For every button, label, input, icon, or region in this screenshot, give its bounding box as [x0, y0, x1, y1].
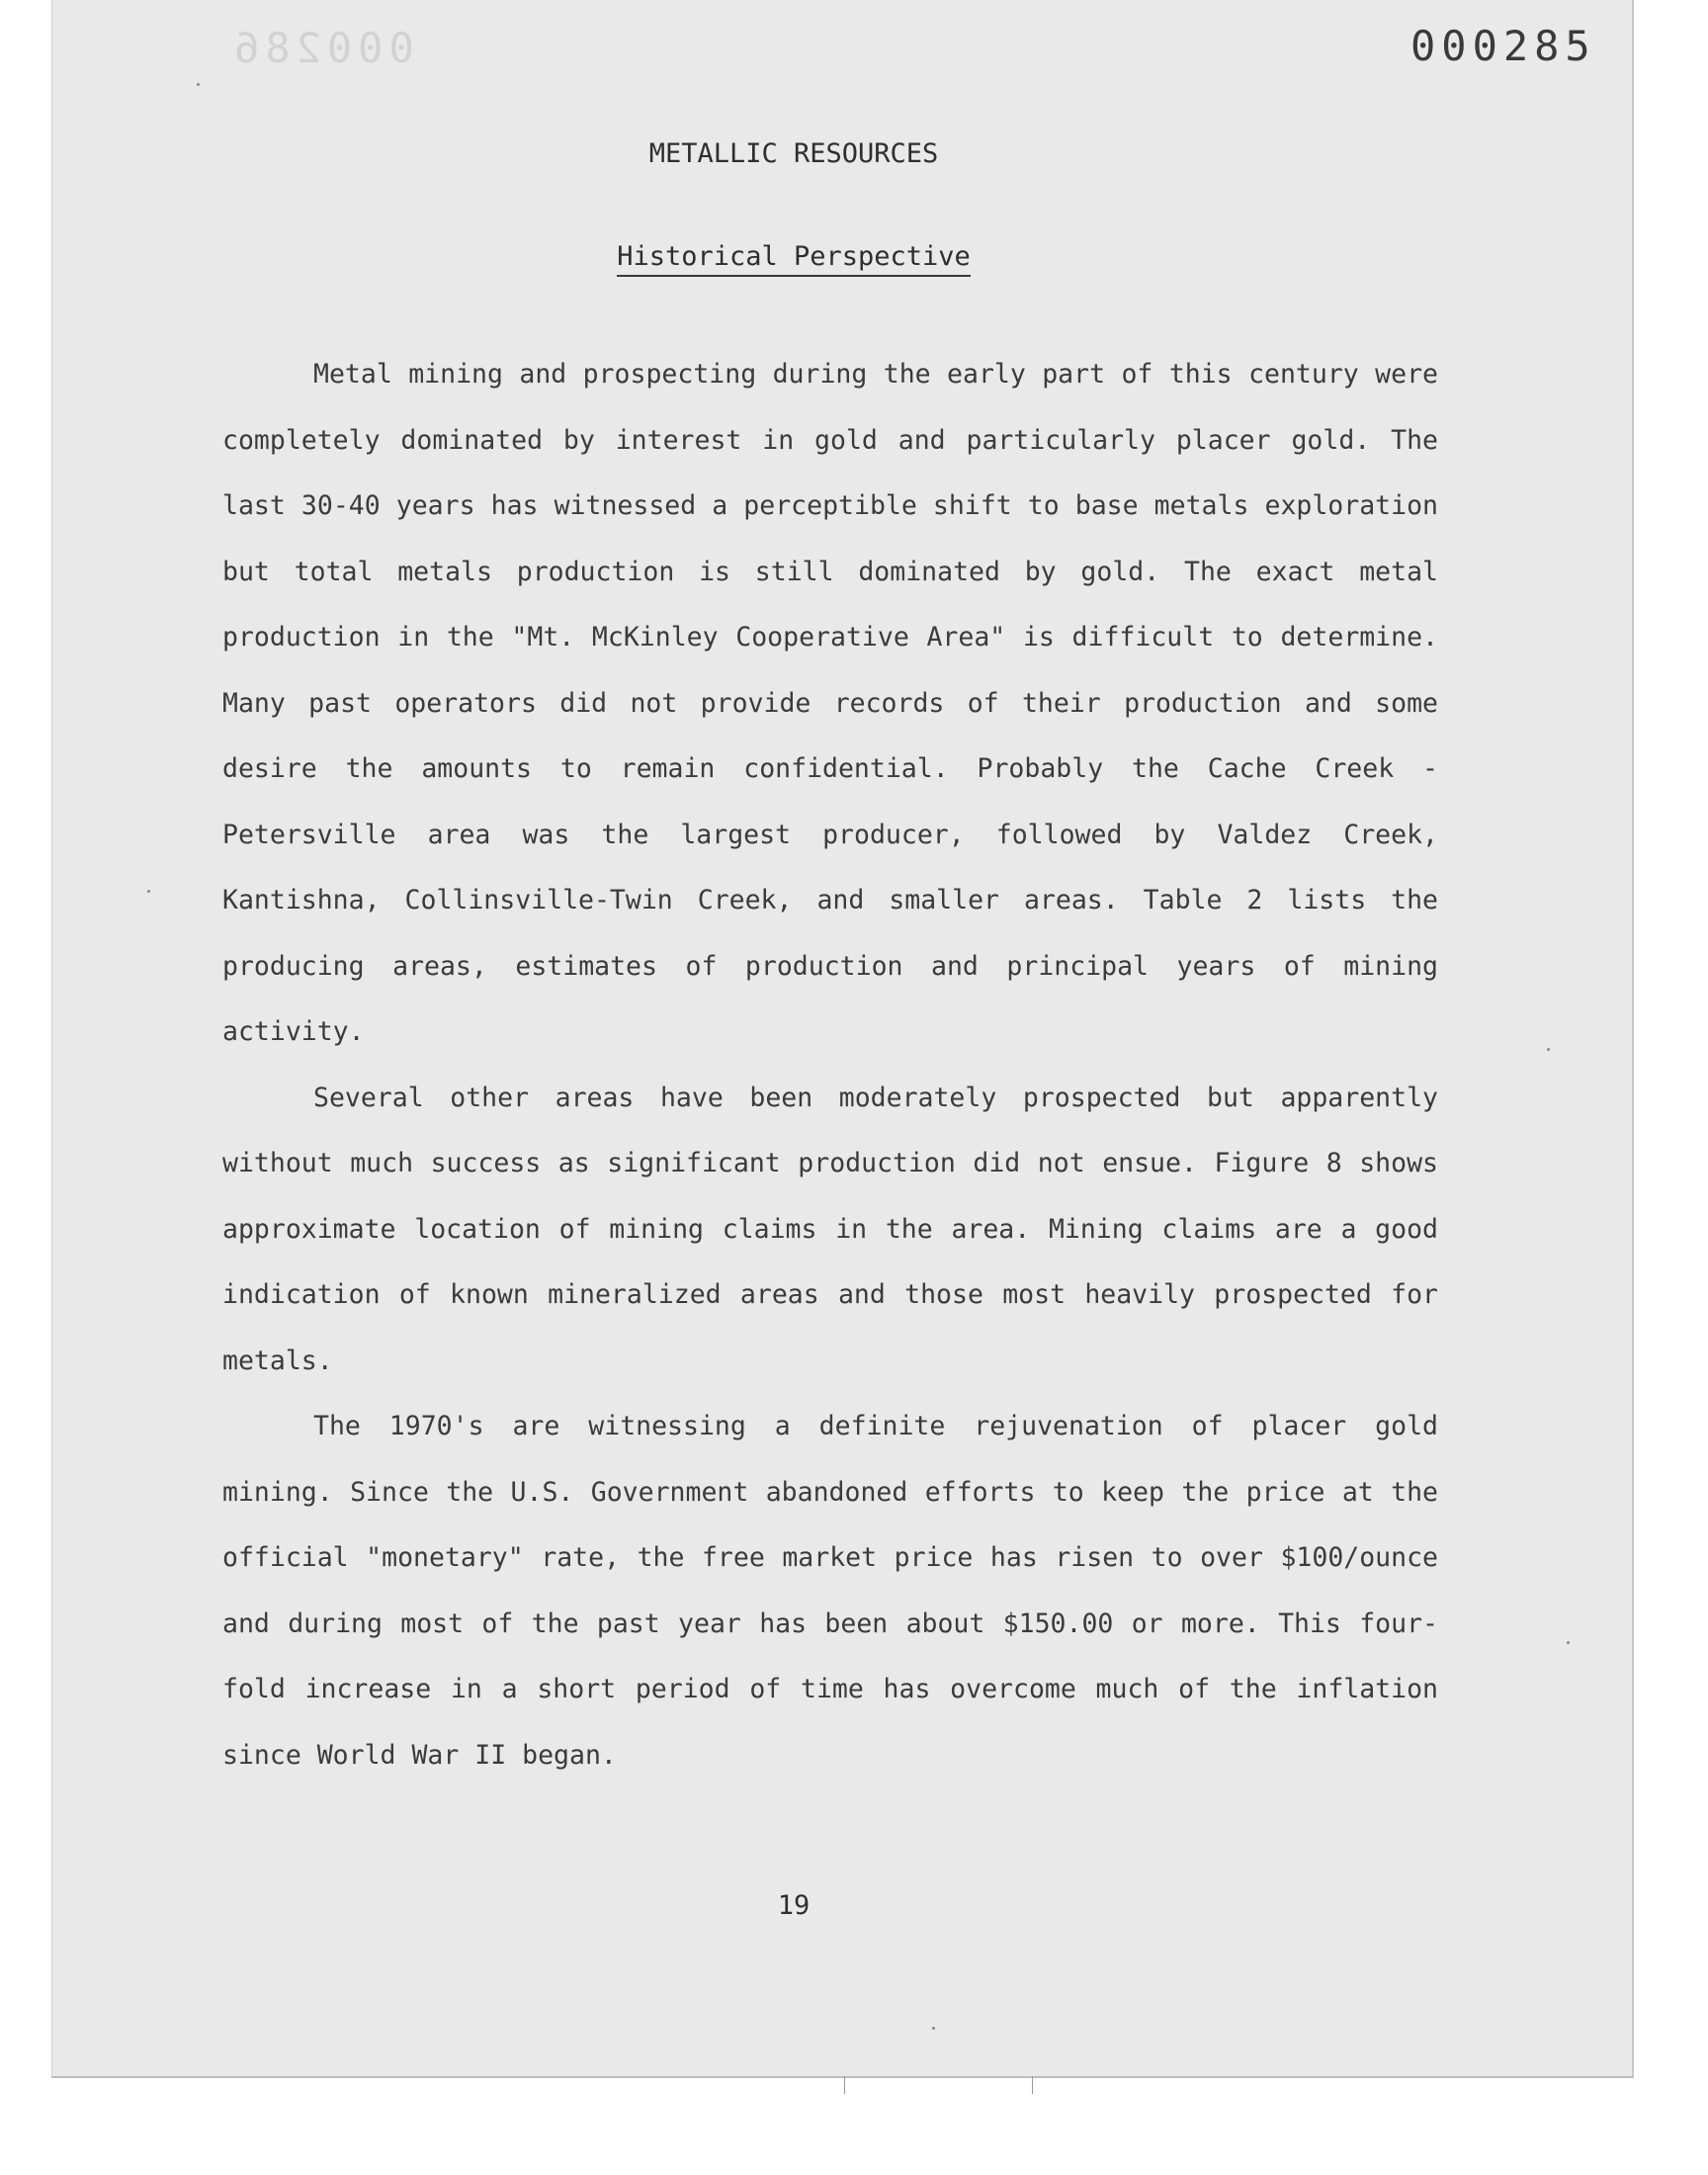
scan-speck: [932, 2027, 935, 2030]
page-title: METALLIC RESOURCES: [648, 138, 939, 169]
scan-speck: [1547, 1048, 1550, 1051]
scan-speck: [147, 890, 150, 893]
page-number: 19: [777, 1890, 811, 1921]
scan-speck: [197, 83, 200, 86]
scan-edge-mark: [1032, 2076, 1033, 2094]
body-text: [222, 342, 1438, 1788]
paragraph-3: The 1970's are witnessing a definite rejuvenation of placer gold mining. Since the U.S. Government abandoned efforts to keep the price at the official "monetary" rate, the free market price has risen to over $100/ounce and during most of the past year has been about $150.00 or more. This four-fold increase in a short period of time has overcome much of the inflation since World War II began.: [222, 1411, 1438, 1771]
section-heading: [52, 241, 1535, 272]
bleed-through-number: 000286: [228, 24, 414, 72]
scan-edge-mark: [844, 2076, 845, 2094]
paragraph-1: Metal mining and prospecting during the early part of this century were completely dominated by interest in gold and particularly placer gold. The last 30-40 years has witnessed a perceptible shift to base metals exploration but total metals production is still dominated by gold. The exact metal production in the "Mt. McKinley Cooperative Area" is difficult to determine. Many past operators did not provide records of their production and some desire the amounts to remain confidential. Probably the Cache Creek - Petersville area was the largest producer, followed by Valdez Creek, Kantishna, Collinsville-Twin Creek, and smaller areas. Table 2 lists the producing areas, estimates of production and principal years of mining activity.: [222, 359, 1438, 1047]
section-heading-text: Historical Perspective: [617, 241, 971, 277]
paragraph-2: Several other areas have been moderately prospected but apparently without much success as significant production did not ensue. Figure 8 shows approximate location of mining claims in the area. Mining claims are a good indication of known mineralized areas and those most heavily prospected for metals.: [222, 1082, 1438, 1376]
scan-speck: [1567, 1641, 1570, 1644]
document-number: 000285: [1410, 22, 1596, 70]
document-page: [51, 0, 1634, 2078]
